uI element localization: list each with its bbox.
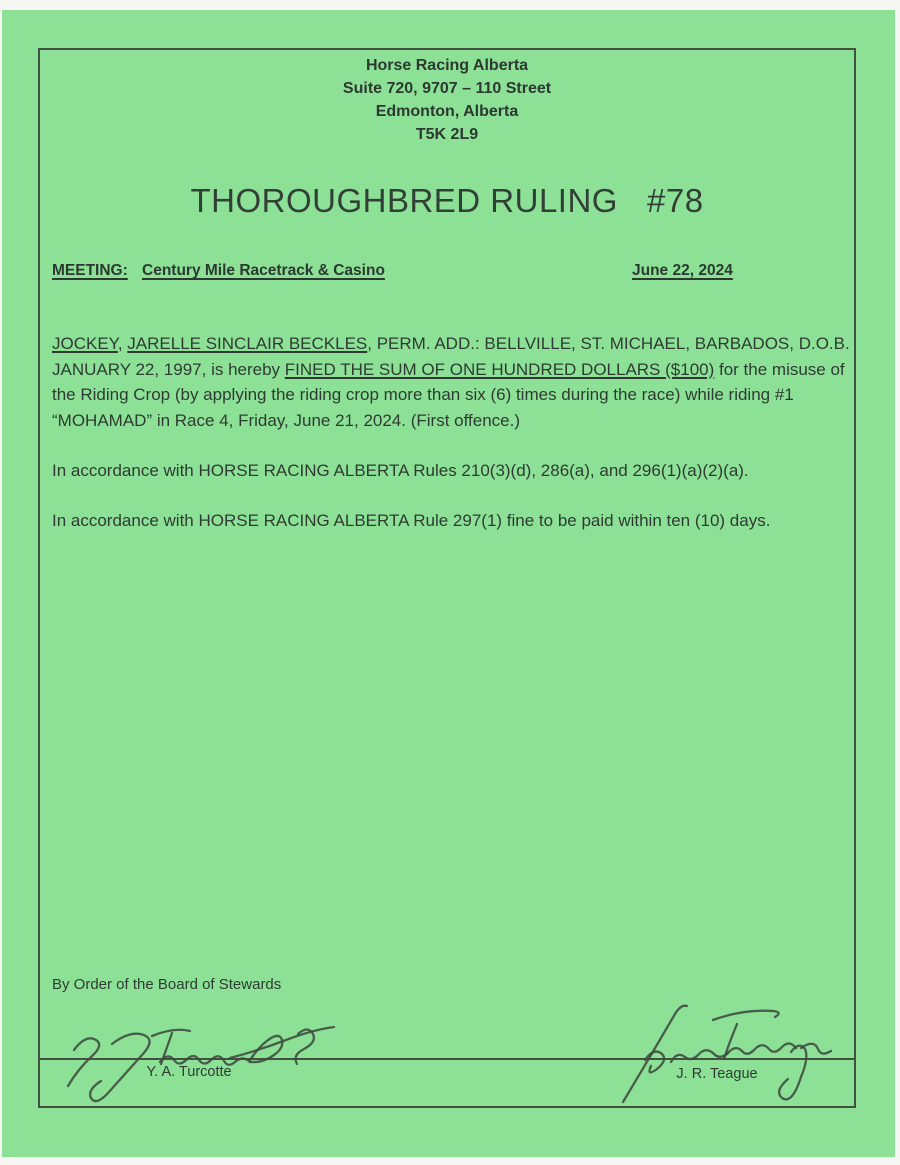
- by-order-text: By Order of the Board of Stewards: [52, 976, 282, 993]
- letterhead: [40, 54, 854, 146]
- text-segment: ,: [117, 334, 128, 353]
- text-segment: , PERM. ADD.: BELLVILLE, ST. MICHAEL, BARBADOS, D.O.B. JANUARY 22, 1997, is hereby: [52, 334, 850, 379]
- meeting-row: [52, 262, 842, 284]
- document-title: THOROUGHBRED RULING #78: [190, 182, 704, 219]
- turcotte-printed-name: Y. A. Turcotte: [146, 1064, 232, 1080]
- jockey-label: JOCKEY: [52, 334, 118, 353]
- org-postal-code: T5K 2L9: [415, 126, 479, 143]
- teague-signature: [595, 1000, 835, 1112]
- org-address-line1: Suite 720, 9707 – 110 Street: [342, 80, 552, 97]
- org-address-line2: Edmonton, Alberta: [375, 103, 519, 120]
- text-segment: for the misuse of the Riding Crop (by applying the riding crop more than six (6) times during the race) while riding #1 “MOHAMAD” in Race 4, Friday, June 21, 2024. (First offence.): [52, 359, 845, 430]
- meeting-venue: Century Mile Racetrack & Casino: [142, 262, 385, 279]
- rules-paragraph: In accordance with HORSE RACING ALBERTA Rules 210(3)(d), 286(a), and 296(1)(a)(2)(a).: [52, 461, 749, 480]
- teague-printed-name: J. R. Teague: [676, 1066, 758, 1082]
- org-name: Horse Racing Alberta: [365, 57, 529, 74]
- ruling-paragraph: [52, 331, 852, 433]
- payment-paragraph: In accordance with HORSE RACING ALBERTA Rule 297(1) fine to be paid within ten (10) days.: [52, 511, 771, 530]
- meeting-date: June 22, 2024: [632, 262, 733, 279]
- meeting-label: MEETING:: [52, 262, 128, 279]
- signature-line: [40, 1058, 854, 1060]
- jockey-name: JARELLE SINCLAIR BECKLES: [127, 334, 368, 353]
- ruling-border-frame: [38, 48, 856, 1108]
- fine-amount: FINED THE SUM OF ONE HUNDRED DOLLARS ($100): [284, 359, 715, 379]
